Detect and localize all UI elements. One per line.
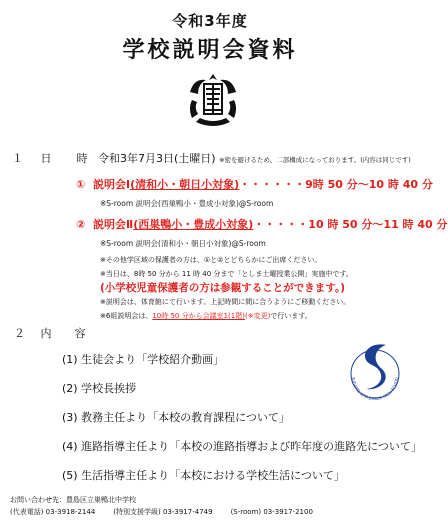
note-5-change: (※変更) [244,312,271,320]
footer-contact: お問い合わせ先：豊島区立巣鴨北中学校 [10,496,136,504]
session-2 [76,216,448,232]
footer-sroom-tel: (S-room) 03-3917-2100 [230,508,313,516]
session-2-room: ※S-room 説明会(清和小・朝日小対象)@S-room [100,239,266,248]
session-1-time: ・・・・・・9時 50 分～10 時 40 分 [239,178,433,191]
note-1: ※その他学区域の保護者の方は、①と②とどちらかにご出席ください。 [100,256,322,264]
session-1-target: (清和小・朝日小対象) [130,178,240,191]
footer-main-tel: (代表電話) 03-3918-2144 [10,508,96,516]
footer-special-tel: (特別支援学級) 03-3917-4749 [113,508,213,516]
content-item-5: (5) 生活指導主任より「本校における学校生活について」 [62,469,345,482]
school-logo-icon [346,337,404,405]
session-1-number: ① [76,178,86,191]
note-2: ※当日は、8時 50 分から 11 時 40 分まで「としま土曜授業公開」実施中です。 [100,270,353,278]
note-5 [100,309,353,323]
session-1-name: 説明会Ⅰ [93,178,131,191]
session-2-name: 説明会Ⅱ [93,218,134,231]
date-value: 令和3年7月3日(土曜日) [98,152,216,165]
session-2-number: ② [76,218,86,231]
note-5-location: 10時 50 分から会議室1(1階) [152,312,245,320]
year-heading: 令和3年度 [172,12,248,30]
notes-block [100,253,353,323]
contents-heading: ２ 内 容 [14,327,92,340]
note-3: (小学校児童保護者の方は参観することができます。) [100,282,346,294]
school-emblem-icon [186,72,240,130]
session-1-room: ※S-room 説明会(西巣鴨小・豊成小対象)@S-room [100,199,274,208]
logo-text: SUGAMO-KITA JUNIOR HIGH SCHOO [350,376,400,402]
content-item-1: (1) 生徒会より「学校紹介動画」 [62,353,225,366]
session-2-time: ・・・・・10 時 50 分～11 時 40 分 [253,218,448,231]
footer-phones [10,507,313,517]
page-title: 学校説明会資料 [122,38,298,63]
content-item-2: (2) 学校長挨拶 [62,382,137,395]
content-item-3: (3) 教務主任より「本校の教育課程について」 [62,411,290,424]
session-1 [76,176,433,192]
session-2-target: (西巣鴨小・豊成小対象) [133,218,254,231]
date-label: １ 日 時 [12,152,95,165]
date-row [12,150,411,166]
date-note: ※密を避けるため、二部構成になっております。(内容は同じです) [219,156,411,164]
note-5-pre: ※6組説明会は、 [100,312,153,320]
content-item-4: (4) 進路指導主任より「本校の進路指導および昨年度の進路先について」 [62,440,422,453]
note-4: ※説明会は、体育館にて行います。上記時間に間に合うようにご移動ください。 [100,298,351,306]
note-5-post: で行います。 [270,312,312,320]
